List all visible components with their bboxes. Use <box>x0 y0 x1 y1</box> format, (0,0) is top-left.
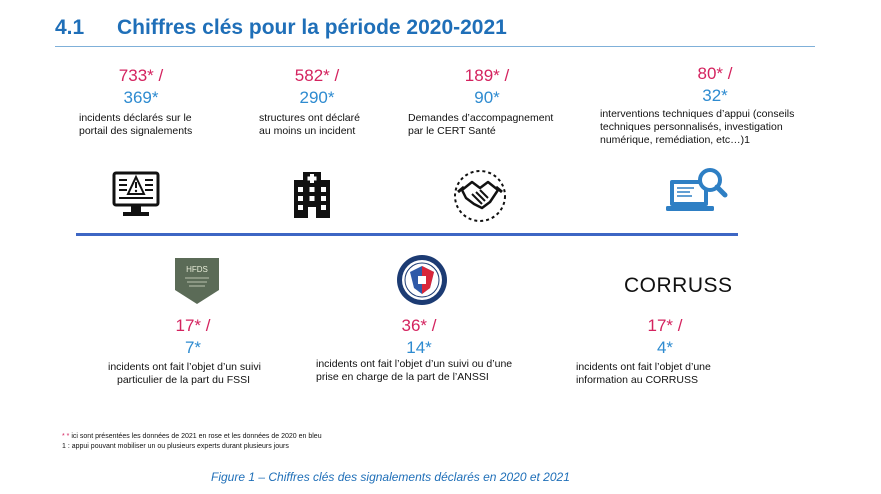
hospital-icon <box>289 170 335 220</box>
desc-line: incidents déclarés sur le <box>79 112 192 124</box>
stat-value-incidents-declared <box>96 65 186 109</box>
value-2021: 17* / <box>647 316 683 335</box>
value-2020: 369* <box>123 88 159 107</box>
desc-line: Demandes d’accompagnement <box>408 112 554 124</box>
value-2020: 4* <box>656 338 674 357</box>
desc-line: incidents ont fait l’objet d’une <box>576 361 711 373</box>
value-2021: 733* / <box>118 66 164 85</box>
desc-line: prise en charge de la part de l’ANSSI <box>316 371 489 383</box>
value-2021: 36* / <box>401 316 437 335</box>
stat-value-anssi <box>374 315 464 359</box>
value-2020: 14* <box>406 338 432 357</box>
section-title: Chiffres clés pour la période 2020-2021 <box>117 16 507 39</box>
value-2021: 189* / <box>464 66 510 85</box>
desc-line: structures ont déclaré <box>259 112 360 124</box>
stat-description <box>316 358 512 384</box>
heading-underline <box>55 46 815 47</box>
value-2020: 32* <box>702 86 728 105</box>
hfds-logo <box>173 256 221 306</box>
handshake-icon <box>452 168 508 224</box>
value-2020: 290* <box>299 88 335 107</box>
stat-description <box>576 361 711 387</box>
desc-line: au moins un incident <box>259 125 356 137</box>
stat-description <box>259 112 360 138</box>
footnote-text: ici sont présentées les données de 2021 en rose et les données de 2020 en bleu <box>69 433 322 440</box>
footnote-star-marker: * * <box>62 433 70 440</box>
hfds-logo-text: HFDS <box>186 265 208 274</box>
stat-value-interventions <box>670 63 760 107</box>
monitor-alert-icon <box>111 170 161 220</box>
stat-description <box>79 112 192 138</box>
desc-line: par le CERT Santé <box>408 125 496 137</box>
desc-line: incidents ont fait l’objet d’un suivi ou d’une <box>316 358 513 370</box>
stat-description <box>108 361 261 387</box>
section-number: 4.1 <box>55 16 85 39</box>
stat-value-structures <box>272 65 362 109</box>
desc-line: numérique, remédiation, etc…)1 <box>600 134 750 146</box>
value-2021: 582* / <box>294 66 340 85</box>
desc-line: incidents ont fait l’objet d’un suivi <box>108 361 261 373</box>
value-2021: 17* / <box>175 316 211 335</box>
footnote-colors <box>62 432 322 441</box>
value-2020: 90* <box>474 88 500 107</box>
stat-description <box>600 108 794 147</box>
anssi-logo <box>396 254 448 306</box>
footnote-experts: 1 : appui pouvant mobiliser un ou plusieurs experts durant plusieurs jours <box>62 443 289 450</box>
stat-value-fssi <box>148 315 238 359</box>
desc-line: information au CORRUSS <box>576 374 698 386</box>
stat-value-corruss <box>620 315 710 359</box>
laptop-search-icon <box>666 166 728 216</box>
desc-line: particulier de la part du FSSI <box>117 374 251 386</box>
stat-description <box>408 112 553 138</box>
corruss-logo: CORRUSS <box>624 274 733 297</box>
figure-caption: Figure 1 – Chiffres clés des signalements déclarés en 2020 et 2021 <box>211 470 570 484</box>
section-divider <box>76 233 738 236</box>
desc-line: portail des signalements <box>79 125 193 137</box>
value-2021: 80* / <box>697 64 733 83</box>
value-2020: 7* <box>184 338 202 357</box>
desc-line: techniques personnalisés, investigation <box>600 121 783 133</box>
stat-value-cert-requests <box>442 65 532 109</box>
desc-line: interventions techniques d’appui (conseils <box>600 108 795 120</box>
